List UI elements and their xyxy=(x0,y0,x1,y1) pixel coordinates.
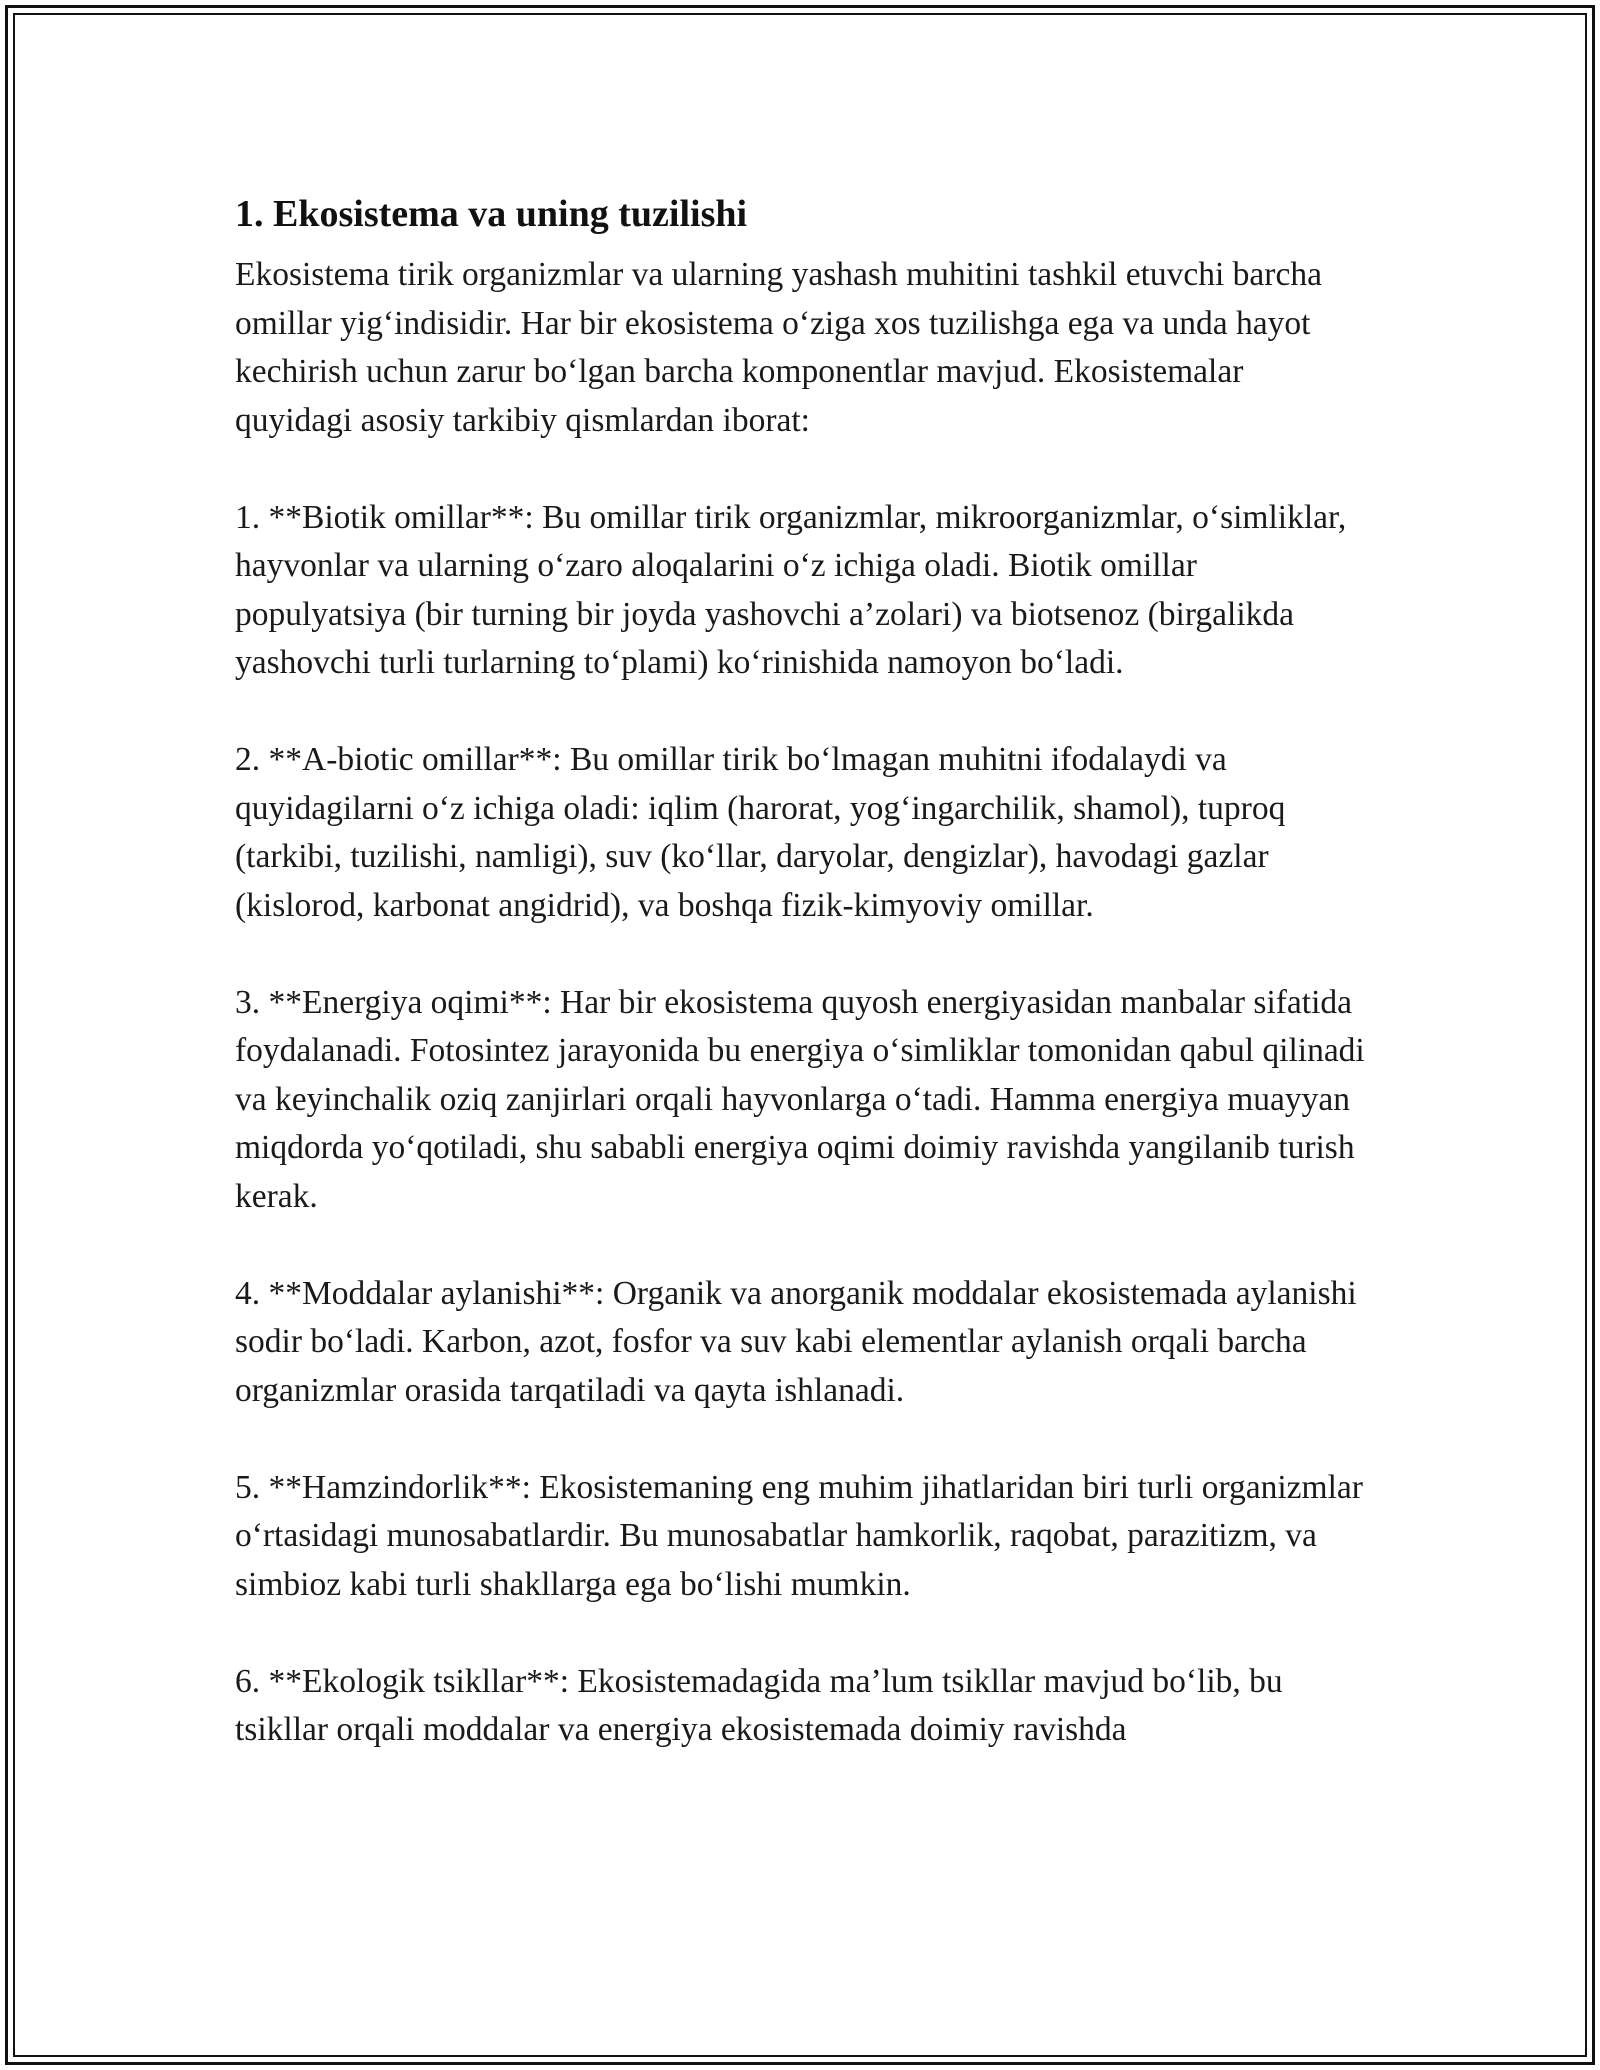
paragraph-matter-cycle: 4. **Moddalar aylanishi**: Organik va anorganik moddalar ekosistemada aylanishi sodir bo‘ladi. Karbon, azot, fosfor va suv kabi elementlar aylanish orqali barcha organizmlar orasida tarqatiladi va qayta ishlanadi. xyxy=(235,1274,1357,1409)
paragraph-abiotic-factors: 2. **A-biotic omillar**: Bu omillar tirik bo‘lmagan muhitni ifodalaydi va quyidagilarni o‘z ichiga oladi: iqlim (harorat, yog‘ingarchilik, shamol), tuproq (tarkibi, tuzilishi, namligi), suv (ko‘llar, daryolar, dengizlar), havodagi gazlar (kislorod, karbonat angidrid), va boshqa fizik-kimyoviy omillar. xyxy=(235,741,1286,924)
document-body xyxy=(235,185,1365,1803)
paragraph-biotic-factors: 1. **Biotik omillar**: Bu omillar tirik organizmlar, mikroorganizmlar, o‘simliklar, hayvonlar va ularning o‘zaro aloqalarini o‘z ichiga oladi. Biotik omillar populyatsiya (bir turning bir joyda yashovchi a’zolari) va biotsenoz (birgalikda yashovchi turli turlarning to‘plami) ko‘rinishida namoyon bo‘ladi. xyxy=(235,498,1347,681)
paragraph-energy-flow: 3. **Energiya oqimi**: Har bir ekosistema quyosh energiyasidan manbalar sifatida foydalanadi. Fotosintez jarayonida bu energiya o‘simliklar tomonidan qabul qilinadi va keyinchalik oziq zanjirlari orqali hayvonlarga o‘tadi. Hamma energiya muayyan miqdorda yo‘qotiladi, shu sababli energiya oqimi doimiy ravishda yangilanib turish kerak. xyxy=(235,983,1365,1215)
paragraph-ecological-cycles: 6. **Ekologik tsikllar**: Ekosistemadagida ma’lum tsikllar mavjud bo‘lib, bu tsikllar orqali moddalar va energiya ekosistemada doimiy ravishda xyxy=(235,1662,1283,1748)
intro-paragraph: Ekosistema tirik organizmlar va ularning yashash muhitini tashkil etuvchi barcha omillar yig‘indisidir. Har bir ekosistema o‘ziga xos tuzilishga ega va unda hayot kechirish uchun zarur bo‘lgan barcha komponentlar mavjud. Ekosistemalar quyidagi asosiy tarkibiy qismlardan iborat: xyxy=(235,256,1322,439)
section-heading: 1. Ekosistema va uning tuzilishi xyxy=(235,193,748,235)
paragraph-symbiosis: 5. **Hamzindorlik**: Ekosistemaning eng muhim jihatlaridan biri turli organizmlar o‘rtasidagi munosabatlardir. Bu munosabatlar hamkorlik, raqobat, parazitizm, va simbioz kabi turli shakllarga ega bo‘lishi mumkin. xyxy=(235,1468,1363,1603)
